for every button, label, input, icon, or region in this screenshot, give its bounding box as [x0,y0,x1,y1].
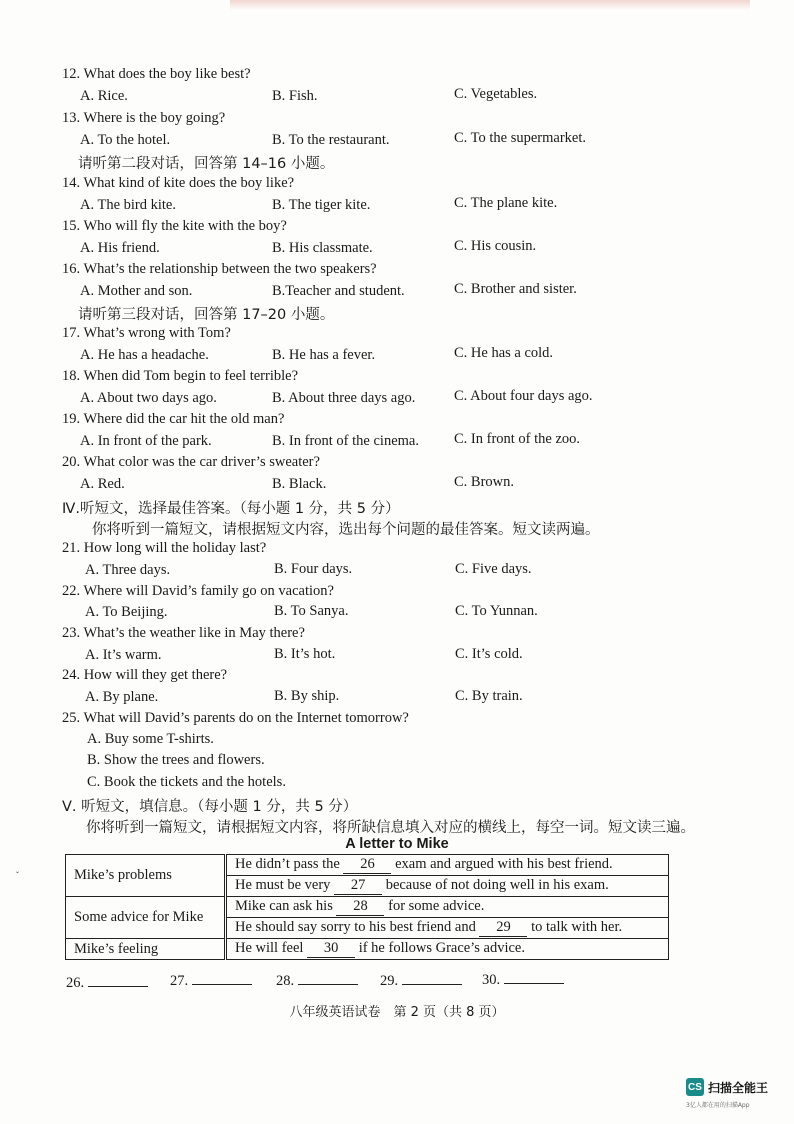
answer-line [298,983,358,985]
table-title: A letter to Mike [345,836,449,852]
option-14a: A. The bird kite. [80,197,176,213]
option-15a: A. His friend. [80,240,160,256]
option-21c: C. Five days. [455,561,532,577]
question-24: 24. How will they get there? [62,667,228,683]
answer-label: 26. [66,975,85,991]
option-14b: B. The tiger kite. [272,197,371,213]
option-13c: C. To the supermarket. [454,130,587,146]
option-15b: B. His classmate. [272,240,373,256]
option-20a: A. Red. [80,476,125,492]
option-18a: A. About two days ago. [80,390,217,406]
option-14c: C. The plane kite. [454,195,558,211]
scan-mark: ˇ [16,870,19,880]
question-16: 16. What’s the relationship between the two speakers? [62,261,377,277]
blank-29: 29 [479,919,527,937]
option-20b: B. Black. [272,476,327,492]
option-21a: A. Three days. [85,562,171,578]
cell-text: for some advice. [388,898,485,914]
blank-30: 30 [307,940,355,958]
question-21: 21. How long will the holiday last? [62,540,267,556]
option-23a: A. It’s warm. [85,647,162,663]
answer-label: 27. [170,973,189,989]
option-16a: A. Mother and son. [80,283,193,299]
table-cell [226,876,669,897]
cell-text: He must be very [235,877,331,893]
option-19b: B. In front of the cinema. [272,433,419,449]
table-cell [226,918,669,939]
table-row [66,897,669,918]
answer-label: 29. [380,973,399,989]
cs-brand-name: 扫描全能王 [708,1080,769,1095]
option-23b: B. It’s hot. [274,646,336,662]
cs-tagline: 3亿人都在用的扫描App [686,1102,750,1109]
section4-description: 你将听到一篇短文，请根据短文内容，选出每个问题的最佳答案。短文读两遍。 [92,522,600,538]
option-13a: A. To the hotel. [80,132,171,148]
cell-text: He didn’t pass the [235,856,340,872]
answer-label: 30. [482,972,501,988]
option-12b: B. Fish. [272,88,318,104]
option-24a: A. By plane. [85,689,159,705]
question-20: 20. What color was the car driver’s sweater? [62,454,320,470]
blank-26: 26 [343,856,391,874]
option-19a: A. In front of the park. [80,433,212,449]
section5-title: Ⅴ. 听短文，填信息。（每小题 1 分，共 5 分） [62,799,358,815]
table-cell [226,897,669,918]
option-21b: B. Four days. [274,561,353,577]
option-12a: A. Rice. [80,88,128,104]
question-19: 19. Where did the car hit the old man? [62,411,285,427]
option-18c: C. About four days ago. [454,388,593,404]
row-label-problems: Mike’s problems [66,855,226,897]
answer-29[interactable] [380,973,462,990]
answer-line [88,985,148,987]
option-13b: B. To the restaurant. [272,132,390,148]
cell-text: to talk with her. [531,919,623,935]
option-17a: A. He has a headache. [80,347,209,363]
option-18b: B. About three days ago. [272,390,416,406]
cell-text: Mike can ask his [235,898,333,914]
row-label-advice: Some advice for Mike [66,897,226,939]
answer-26[interactable] [66,975,148,992]
table-cell [226,855,669,876]
cell-text: exam and argued with his best friend. [395,856,613,872]
row-label-feeling: Mike’s feeling [66,939,226,960]
answer-line [504,982,564,984]
part3-instruction: 请听第三段对话，回答第 17–20 小题。 [78,307,335,323]
page-footer: 八年级英语试卷 第 2 页（共 8 页） [289,1005,505,1020]
answer-line [192,983,252,985]
section5-description: 你将听到一篇短文，请根据短文内容，将所缺信息填入对应的横线上，每空一词。短文读三遍。 [86,820,695,836]
answer-line [402,983,462,985]
option-16b: B.Teacher and student. [272,283,405,299]
option-22b: B. To Sanya. [274,603,349,619]
cell-text: because of not doing well in his exam. [385,877,609,893]
question-22: 22. Where will David’s family go on vacation? [62,583,334,599]
part2-instruction: 请听第二段对话，回答第 14–16 小题。 [78,156,335,172]
option-20c: C. Brown. [454,474,515,490]
cell-text: He should say sorry to his best friend and [235,919,476,935]
answer-28[interactable] [276,973,358,990]
question-23: 23. What’s the weather like in May there? [62,625,305,641]
option-22a: A. To Beijing. [85,604,168,620]
question-14: 14. What kind of kite does the boy like? [62,175,295,191]
option-24b: B. By ship. [274,688,340,704]
table-cell [226,939,669,960]
question-25: 25. What will David’s parents do on the Internet tomorrow? [62,710,409,726]
option-16c: C. Brother and sister. [454,281,577,297]
option-15c: C. His cousin. [454,238,537,254]
info-table [65,854,669,960]
option-25a: A. Buy some T-shirts. [87,731,214,747]
answer-30[interactable] [482,972,564,989]
option-23c: C. It’s cold. [455,646,523,662]
table-row [66,855,669,876]
option-25b: B. Show the trees and flowers. [87,752,265,768]
question-15: 15. Who will fly the kite with the boy? [62,218,287,234]
question-17: 17. What’s wrong with Tom? [62,325,231,341]
cell-text: if he follows Grace’s advice. [358,940,525,956]
table-row [66,939,669,960]
option-24c: C. By train. [455,688,523,704]
cell-text: He will feel [235,940,304,956]
blank-27: 27 [334,877,382,895]
cs-badge-icon: CS [686,1078,704,1096]
question-13: 13. Where is the boy going? [62,110,226,126]
question-18: 18. When did Tom begin to feel terrible? [62,368,299,384]
option-12c: C. Vegetables. [454,86,538,102]
option-19c: C. In front of the zoo. [454,431,581,447]
answer-27[interactable] [170,973,252,990]
option-17c: C. He has a cold. [454,345,554,361]
option-22c: C. To Yunnan. [455,603,538,619]
answer-label: 28. [276,973,295,989]
section4-title: Ⅳ.听短文，选择最佳答案。（每小题 1 分，共 5 分） [62,501,400,517]
camscanner-logo [686,1078,768,1096]
question-12: 12. What does the boy like best? [62,66,251,82]
option-25c: C. Book the tickets and the hotels. [87,774,286,790]
option-17b: B. He has a fever. [272,347,376,363]
blank-28: 28 [336,898,384,916]
